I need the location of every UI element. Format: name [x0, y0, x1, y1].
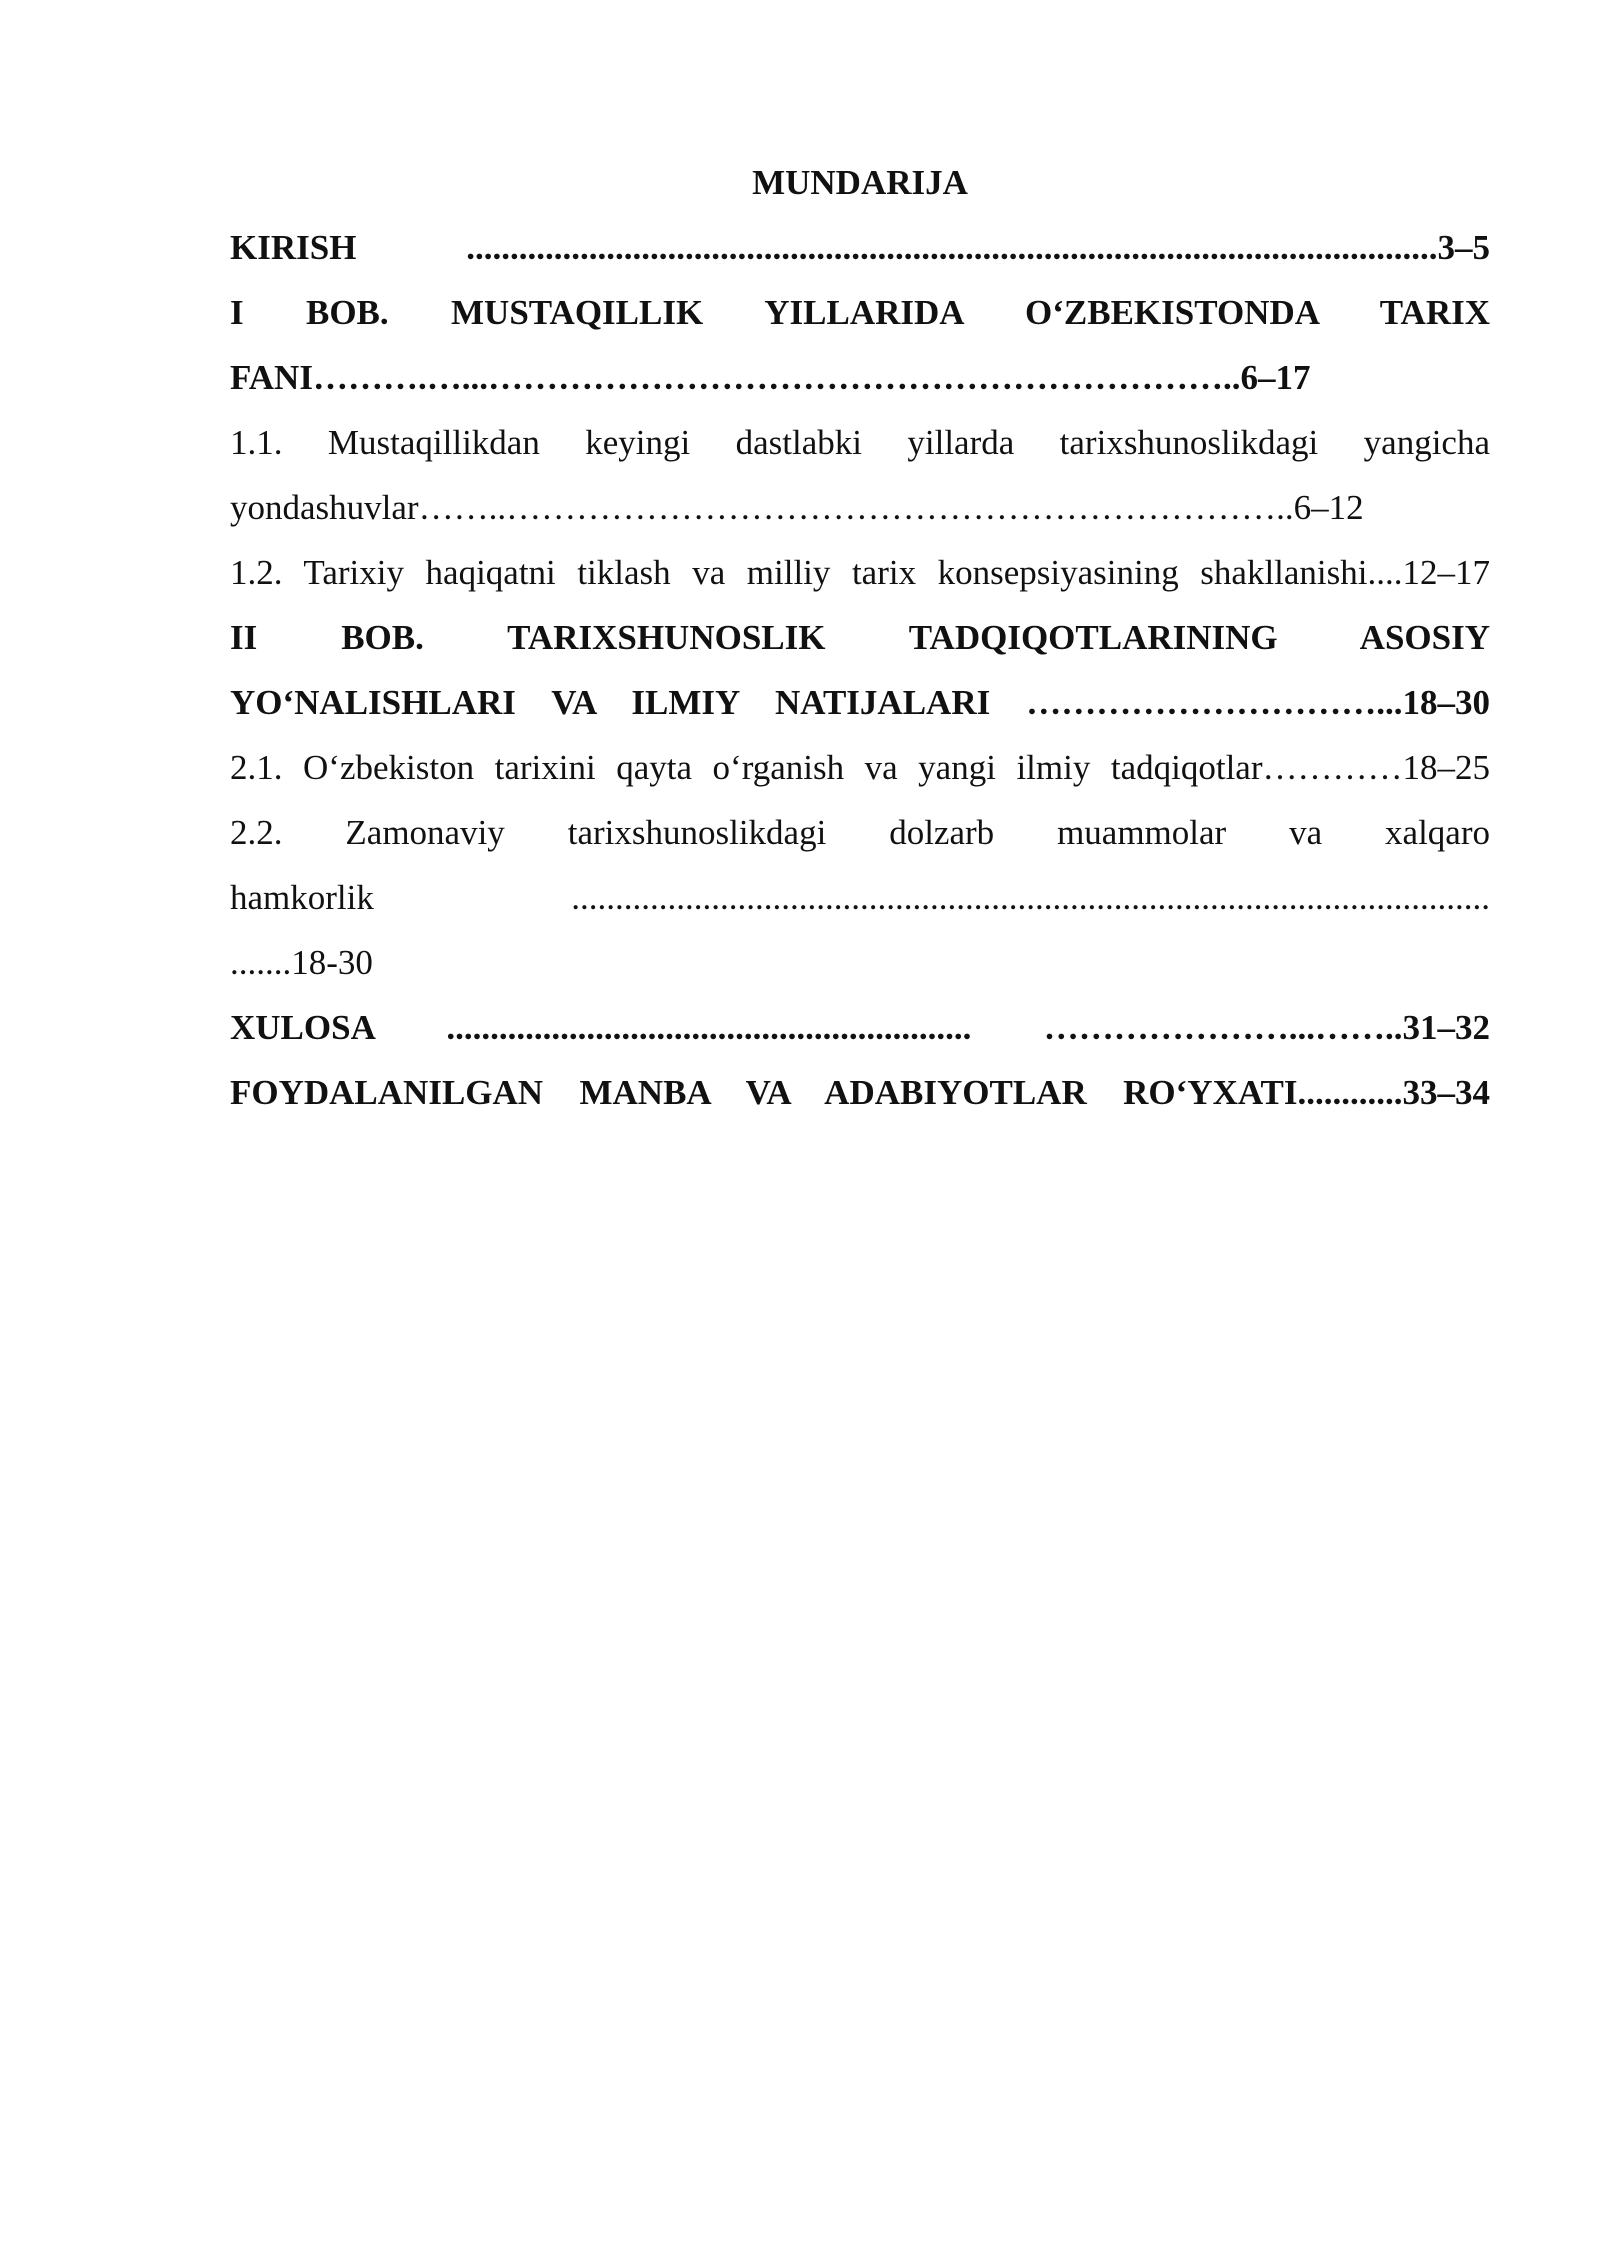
toc-entry-section-2-2-line-2: hamkorlik .........................................................................................................	[230, 878, 1490, 917]
table-of-contents	[230, 150, 1490, 1125]
toc-entry-chapter-2-line-2: YO‘NALISHLARI VA ILMIY NATIJALARI …………………………...18–30	[230, 683, 1490, 722]
toc-entry-bibliography: FOYDALANILGAN MANBA VA ADABIYOTLAR RO‘YXATI............33–34	[230, 1073, 1490, 1112]
toc-entry-kirish: KIRISH ...............................................................................................................3–5	[230, 228, 1490, 267]
toc-entry-chapter-1-line-1: I BOB. MUSTAQILLIK YILLARIDA O‘ZBEKISTONDA TARIX	[230, 293, 1490, 332]
toc-entry-section-1-1-line-1: 1.1. Mustaqillikdan keyingi dastlabki yillarda tarixshunoslikdagi yangicha	[230, 423, 1490, 462]
toc-entry-chapter-1-line-2: FANI……….…...………………………………………………………..6–17	[230, 358, 1311, 397]
toc-entry-section-2-2-line-1: 2.2. Zamonaviy tarixshunoslikdagi dolzarb muammolar va xalqaro	[230, 813, 1490, 852]
toc-entry-section-1-2: 1.2. Tarixiy haqiqatni tiklash va milliy tarix konsepsiyasining shakllanishi....12–17	[230, 553, 1490, 592]
toc-title: MUNDARIJA	[752, 163, 968, 202]
toc-entry-section-2-2-line-3: .......18-30	[230, 943, 373, 982]
toc-entry-section-1-1-line-2: yondashuvlar……..…………………………………………………………..6–12	[230, 488, 1364, 527]
toc-entry-section-2-1: 2.1. O‘zbekiston tarixini qayta o‘rganish va yangi ilmiy tadqiqotlar…………18–25	[230, 748, 1490, 787]
toc-entry-chapter-2-line-1: II BOB. TARIXSHUNOSLIK TADQIQOTLARINING ASOSIY	[230, 618, 1490, 657]
toc-entry-xulosa: XULOSA ............................................................ …………………...……..31–32	[230, 1008, 1490, 1047]
